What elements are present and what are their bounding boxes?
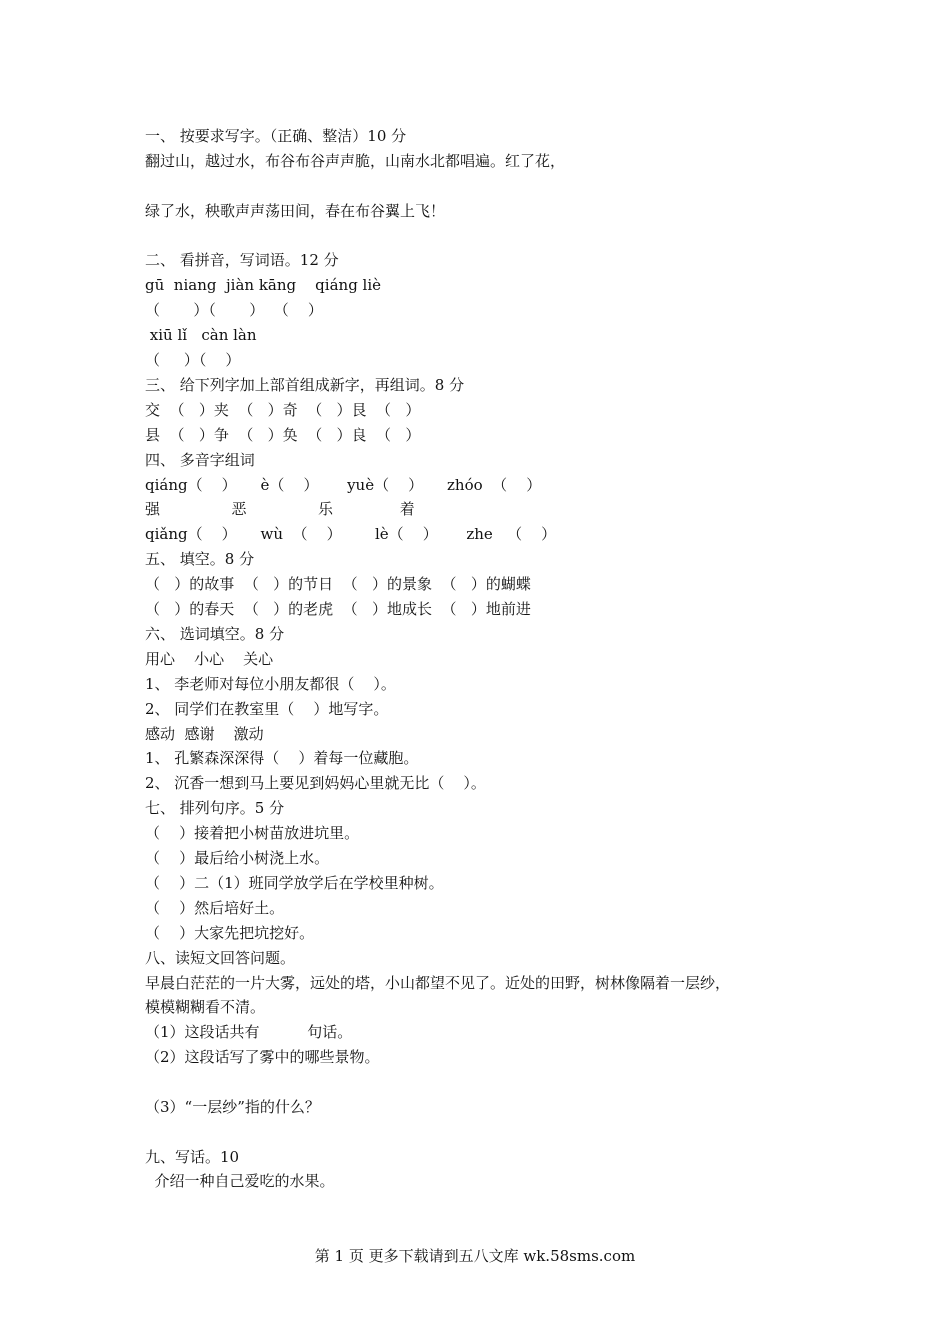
order-item-1: （ ）接着把小树苗放进坑里。 (145, 824, 360, 842)
blank-line-2: （ ）（ ） (145, 351, 241, 369)
choice-question-2: 2、 同学们在教室里（ ）地写字。 (145, 700, 389, 718)
fill-row-1: （ ）的故事 （ ）的节日 （ ）的景象 （ ）的蝴蝶 (145, 575, 531, 593)
radical-row-2: 县 （ ）争 （ ）奂 （ ）良 （ ） (145, 426, 421, 444)
pinyin-line-2: xiū lǐ càn làn (145, 326, 257, 344)
section-8-heading: 八、读短文回答问题。 (145, 949, 296, 967)
section-2-heading: 二、 看拼音，写词语。12 分 (145, 251, 339, 269)
order-item-3: （ ）二（1）班同学放学后在学校里种树。 (145, 874, 444, 892)
section-1-text-line-2: 绿了水，秧歌声声荡田间，春在布谷翼上飞！ (145, 202, 446, 220)
reading-question-1: （1）这段话共有 句话。 (145, 1023, 353, 1041)
word-choices-1: 用心 小心 关心 (145, 650, 274, 668)
section-4-heading: 四、 多音字组词 (145, 451, 255, 469)
reading-question-2: （2）这段话写了雾中的哪些景物。 (145, 1048, 380, 1066)
passage-line-1: 早晨白茫茫的一片大雾，远处的塔，小山都望不见了。近处的田野，树林像隔着一层纱， (145, 974, 731, 992)
section-1-heading: 一、 按要求写字。（正确、整洁）10 分 (145, 127, 407, 145)
choice-question-4: 2、 沉香一想到马上要见到妈妈心里就无比（ ）。 (145, 774, 486, 792)
writing-prompt: 介绍一种自己爱吃的水果。 (145, 1172, 335, 1190)
section-1-text-line-1: 翻过山，越过水，布谷布谷声声脆，山南水北都唱遍。红了花， (145, 152, 566, 170)
section-7-heading: 七、 排列句序。5 分 (145, 799, 285, 817)
polyphone-pinyin-row-1: qiáng（ ） è（ ） yuè（ ） zhóo （ ） (145, 476, 542, 494)
choice-question-1: 1、 李老师对每位小朋友都很（ ）。 (145, 675, 396, 693)
order-item-2: （ ）最后给小树浇上水。 (145, 849, 330, 867)
radical-row-1: 交 （ ）夹 （ ）奇 （ ）艮 （ ） (145, 401, 421, 419)
polyphone-char-row: 强 恶 乐 着 (145, 500, 415, 518)
reading-question-3: （3）“一层纱”指的什么？ (145, 1098, 320, 1116)
page-footer: 第 1 页 更多下载请到五八文库 wk.58sms.com (314, 1247, 636, 1265)
passage-line-2: 模模糊糊看不清。 (145, 998, 266, 1016)
section-6-heading: 六、 选词填空。8 分 (145, 625, 285, 643)
choice-question-3: 1、 孔繁森深深得（ ）着每一位藏胞。 (145, 749, 419, 767)
order-item-5: （ ）大家先把坑挖好。 (145, 924, 315, 942)
section-5-heading: 五、 填空。8 分 (145, 550, 255, 568)
word-choices-2: 感动 感谢 激动 (145, 725, 264, 743)
order-item-4: （ ）然后培好土。 (145, 899, 285, 917)
blank-line-1: （ ）（ ） （ ） (145, 301, 323, 319)
section-3-heading: 三、 给下列字加上部首组成新字，再组词。8 分 (145, 376, 465, 394)
fill-row-2: （ ）的春天 （ ）的老虎 （ ）地成长 （ ）地前进 (145, 600, 531, 618)
polyphone-pinyin-row-2: qiǎng（ ） wù （ ） lè（ ） zhe （ ） (145, 525, 557, 543)
section-9-heading: 九、写话。10 (145, 1148, 240, 1166)
pinyin-line-1: gū niang jiàn kāng qiáng liè (145, 276, 382, 294)
